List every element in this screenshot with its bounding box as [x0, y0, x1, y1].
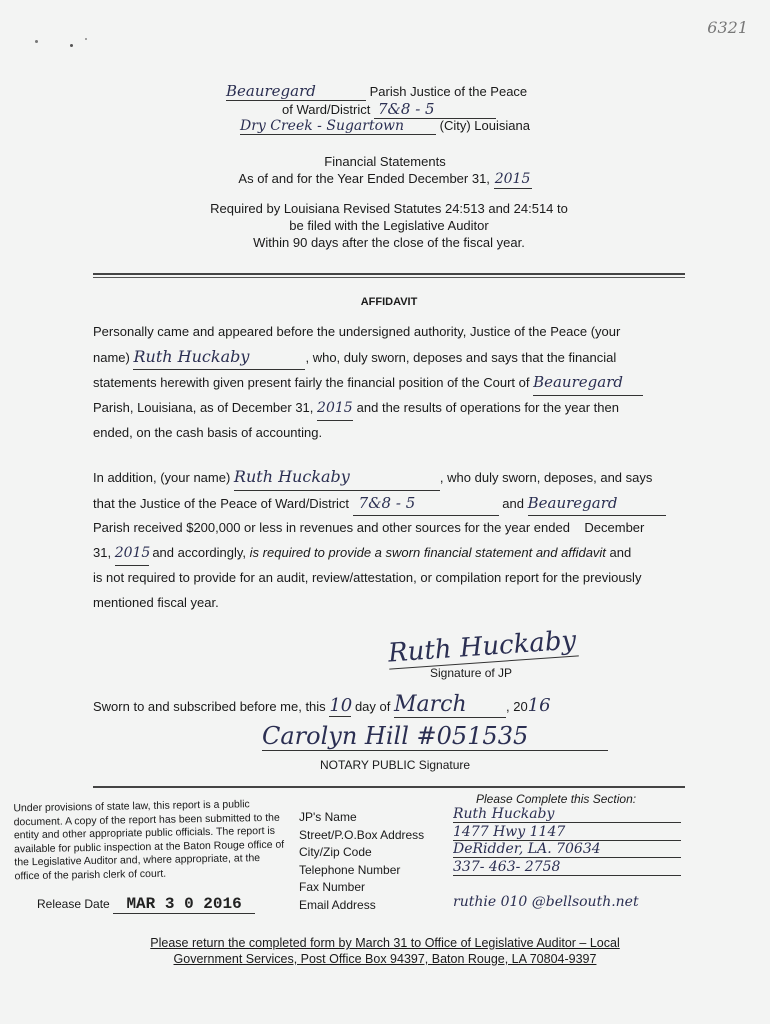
contact-field-label: City/Zip Code — [299, 845, 372, 859]
p2-line-a: In addition, (your name) Ruth Huckaby , who duly sworn, deposes, and says — [93, 465, 693, 491]
jp-name-handwritten: Ruth Huckaby — [133, 345, 305, 371]
year-handwritten-3: 16 — [527, 695, 551, 716]
notary-signature: Carolyn Hill #051535 — [262, 722, 608, 751]
return-line-2: Government Services, Post Office Box 94397, Baton Rouge, LA 70804-9397 — [173, 952, 597, 966]
scan-speck-3 — [85, 38, 87, 40]
p1-line-a: Personally came and appeared before the undersigned authority, Justice of the Peace (your — [93, 324, 621, 339]
p1-line-e: ended, on the cash basis of accounting. — [93, 425, 323, 440]
ward-handwritten: 7&8 - 5 — [374, 100, 496, 119]
year-handwritten-1: 2015 — [317, 396, 353, 422]
ward-label: of Ward/District — [282, 102, 371, 117]
release-date-stamp: MAR 3 0 2016 — [113, 895, 255, 914]
jp-signature: Ruth Huckaby — [387, 625, 578, 669]
return-instructions — [0, 935, 770, 967]
contact-field-value: ruthie 010 @bellsouth.net — [453, 893, 639, 910]
sworn-line: Sworn to and subscribed before me, this 10 day of March , 2016 — [93, 692, 551, 717]
year-ended-label: As of and for the Year Ended December 31, — [238, 171, 490, 186]
page-number: 6321 — [707, 18, 748, 37]
contact-fields — [299, 808, 689, 913]
p2-line-c: Parish received $200,000 or less in revenues and other sources for the year ended December — [93, 520, 645, 535]
affidavit-paragraph-2 — [93, 465, 693, 615]
public-record-notice: Under provisions of state law, this report is a public document. A copy of the report has been submitted to the entity and other appropriate public officials. The report is available for public inspection at the Baton Rouge office of the Legislative Auditor and, where appropriate, at the office of the parish clerk of court. — [13, 798, 285, 882]
requirement-line-2: be filed with the Legislative Auditor — [289, 218, 489, 233]
p2-line-e: is not required to provide for an audit, review/attestation, or compilation report for the previously — [93, 570, 642, 585]
p2-line-b: that the Justice of the Peace of Ward/District 7&8 - 5 and Beauregard — [93, 491, 693, 517]
scan-speck-1 — [35, 40, 38, 43]
scan-speck-2 — [70, 44, 73, 47]
contact-field-label: JP's Name — [299, 810, 357, 824]
jp-signature-label: Signature of JP — [430, 666, 513, 680]
contact-field-label: Email Address — [299, 897, 376, 912]
contact-field-label: Fax Number — [299, 880, 366, 894]
contact-field-row — [299, 858, 689, 879]
month-handwritten: March — [394, 692, 506, 718]
contact-field-value: 337- 463- 2758 — [453, 859, 681, 876]
jp-name-handwritten-2: Ruth Huckaby — [234, 465, 440, 491]
city-handwritten: Dry Creek - Sugartown — [240, 118, 436, 135]
p2-line-d: 31, 2015 and accordingly, is required to provide a sworn financial statement and affidavit and — [93, 541, 693, 567]
ward-handwritten-2: 7&8 - 5 — [353, 491, 499, 517]
year-handwritten: 2015 — [494, 171, 531, 187]
year-handwritten-2: 2015 — [115, 541, 149, 567]
affidavit-paragraph-1 — [93, 320, 693, 446]
release-date: Release Date MAR 3 0 2016 — [37, 895, 255, 914]
return-line-1: Please return the completed form by March 31 to Office of Legislative Auditor – Local — [150, 936, 620, 950]
p1-line-b: name) Ruth Huckaby , who, duly sworn, deposes and says that the financial — [93, 345, 693, 371]
city-label: (City) Louisiana — [439, 118, 530, 133]
requirement-line-1: Required by Louisiana Revised Statutes 24:513 and 24:514 to — [210, 201, 568, 216]
requirement-line-3: Within 90 days after the close of the fiscal year. — [253, 235, 525, 250]
contact-field-label: Street/P.O.Box Address — [299, 827, 425, 842]
notary-signature-label: NOTARY PUBLIC Signature — [320, 758, 471, 772]
contact-field-row — [299, 893, 689, 914]
affidavit-title: AFFIDAVIT — [360, 296, 418, 308]
p1-line-c: statements herewith given present fairly the financial position of the Court of Beauregard — [93, 370, 693, 396]
court-handwritten: Beauregard — [533, 370, 643, 396]
contact-field-value: Ruth Huckaby — [453, 806, 681, 823]
divider — [93, 273, 685, 278]
contact-field-value: 1477 Hwy 1147 — [453, 824, 681, 841]
p2-line-f: mentioned fiscal year. — [93, 594, 219, 610]
parish-handwritten-2: Beauregard — [528, 491, 666, 517]
p1-line-d: Parish, Louisiana, as of December 31, 2015 and the results of operations for the year then — [93, 396, 693, 422]
parish-label: Parish Justice of the Peace — [369, 84, 528, 99]
section-title: Please Complete this Section: — [476, 792, 637, 806]
parish-handwritten: Beauregard — [226, 82, 366, 101]
financial-statements-title: Financial Statements — [324, 154, 446, 169]
footer-divider — [93, 786, 685, 788]
day-handwritten: 10 — [329, 695, 353, 716]
contact-field-value: DeRidder, LA. 70634 — [453, 841, 681, 858]
contact-field-label: Telephone Number — [299, 862, 401, 877]
